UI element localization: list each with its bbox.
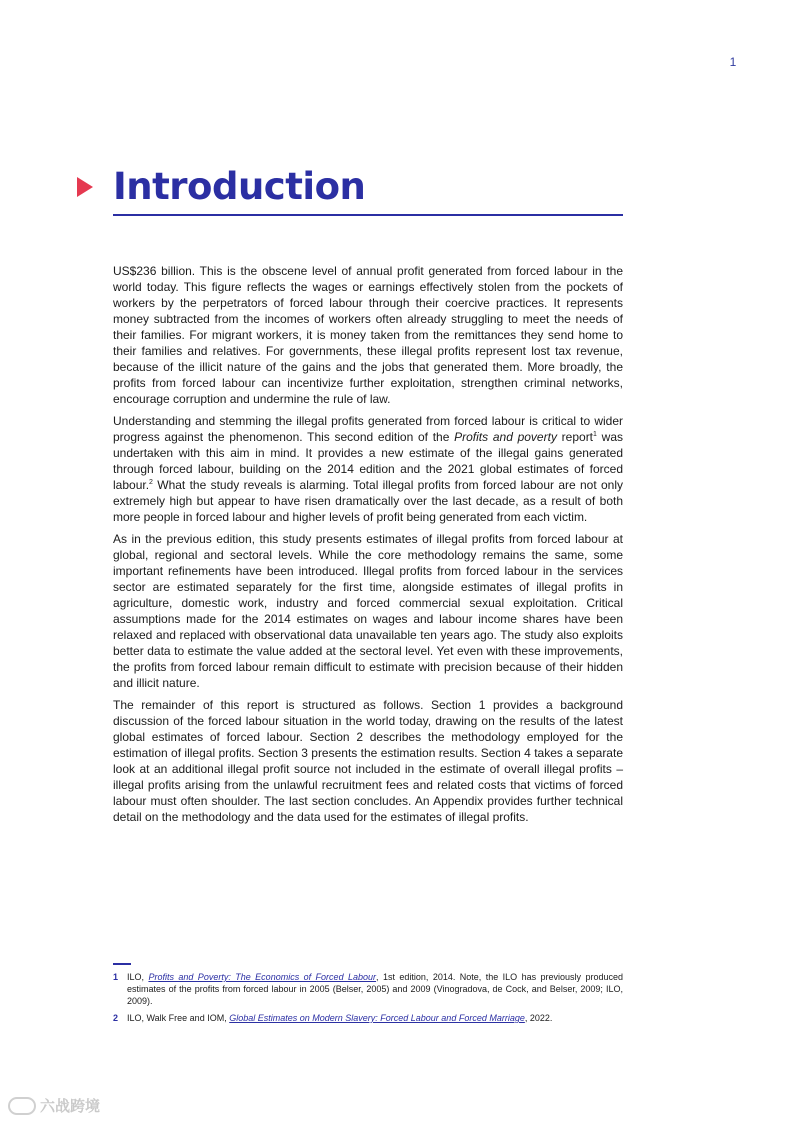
footnote-number: 1 [113,972,119,982]
paragraph-2 [113,413,623,525]
paragraph-2-text: was undertaken with this aim in mind. It provides a new estimate of the illegal gains generated through forced labour, building on the 2014 edition and the 2021 global estimates of forced labour. [113,430,623,492]
footnote-number: 2 [113,1013,119,1023]
title-underline [113,214,623,216]
footnote-suffix: , 2022. [524,1013,553,1023]
footnote-text [127,1012,623,1024]
paragraph-3: As in the previous edition, this study presents estimates of illegal profits from forced labour at global, regional and sectoral levels. While the core methodology remains the same, some important refinements have been introduced. Illegal profits from forced labour in the services sector are estimated separately for the first time, alongside estimates of illegal profits in agriculture, domestic work, industry and forced commercial sexual exploitation. Critical assumptions made for the 2014 estimates on wages and labour income shares have been relaxed and replaced with observational data unavailable ten years ago. The study also exploits better data to estimate the value added at the sectoral level. Yet even with these improvements, the profits from forced labour remain difficult to estimate with precision because of their hidden and illicit nature. [113,532,623,690]
paragraph-4: The remainder of this report is structured as follows. Section 1 provides a background discussion of the forced labour situation in the world today, drawing on the results of the latest global estimates of forced labour. Section 2 describes the methodology employed for the estimation of illegal profits. Section 3 presents the estimation results. Section 4 takes a separate look at an additional illegal profit source not included in the estimate of overall illegal profits – illegal profits arising from the unlawful recruitment fees and related costs that victims of forced labour must often shoulder. The last section concludes. An Appendix provides further technical detail on the methodology and the data used for the estimates of illegal profits. [113,698,623,824]
footnote-prefix: ILO, [127,972,149,982]
paragraph-1: US$236 billion. This is the obscene level of annual profit generated from forced labour in the world today. This figure reflects the wages or earnings effectively stolen from the pockets of workers by the perpetrators of forced labour through their coercive practices. It represents money subtracted from the incomes of workers often already struggling to meet the needs of their families. For migrant workers, it is money taken from the remittances they send home to their families and relatives. For governments, these illegal profits represent lost tax revenue, because of the illicit nature of the gains and the jobs that generated them. More broadly, the profits from forced labour can incentivize further exploitation, strengthen criminal networks, encourage corruption and undermine the rule of law. [113,264,623,406]
paragraph-2-text: report [556,430,594,444]
body-text [113,263,623,831]
paragraph-2-text: Understanding and stemming the illegal profits generated from forced labour is critical to wider progress against the phenomenon. This second edition of the [113,414,623,444]
footnote-link[interactable]: Profits and Poverty: The Economics of Forced Labour [148,972,377,982]
footnotes [113,971,623,1029]
footnote-suffix: , 1st edition, 2014. Note, the ILO has previously produced estimates of the profits from forced labour in 2005 (Belser, 2005) and 2009 (Vinogradova, de Cock, and Belser, 2009; ILO, 2009). [127,972,624,1006]
watermark-text: 六战跨境 [40,1098,101,1115]
watermark-logo-icon [8,1097,36,1115]
footnote-ref-1[interactable]: 1 [593,431,597,438]
footnote-prefix: ILO, Walk Free and IOM, [127,1013,230,1023]
page-number: 1 [729,55,737,69]
footnote-1 [113,971,623,1007]
report-title: Profits and poverty [454,430,557,444]
watermark [8,1095,100,1116]
footnote-text [127,971,623,1007]
paragraph-2-text: What the study reveals is alarming. Total illegal profits from forced labour are not only extremely high but appear to have risen dramatically over the last decade, as a result of both more people in forced labour and higher levels of profit being generated from each victim. [113,478,623,524]
footnote-link[interactable]: Global Estimates on Modern Slavery: Forced Labour and Forced Marriage [229,1013,525,1023]
footnote-2 [113,1012,623,1024]
footnote-ref-2[interactable]: 2 [149,479,153,486]
page-title: Introduction [113,165,366,208]
triangle-marker-icon [77,177,93,197]
footnote-divider [113,963,131,965]
